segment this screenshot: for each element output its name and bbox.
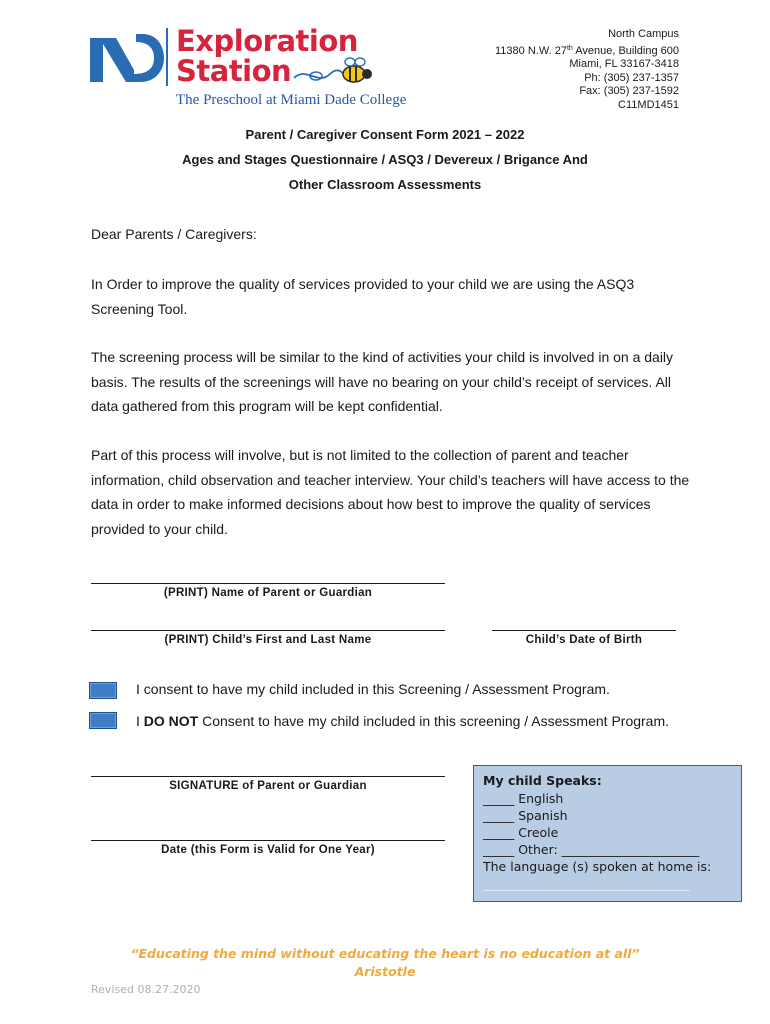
child-name-field[interactable]	[91, 630, 445, 631]
signature-label: SIGNATURE of Parent or Guardian	[169, 780, 367, 792]
child-name-label: (PRINT) Child’s First and Last Name	[164, 634, 372, 646]
paragraph-data-access: Part of this process will involve, but is not limited to the collection of parent and teacher information, child observation and teacher interview. Your child’s teachers will have access to the data in order to make informed decisions about how best to improve the quality of services provided to your child.	[91, 447, 690, 537]
bee-swirl-icon	[292, 56, 374, 90]
parent-name-field[interactable]	[91, 583, 445, 584]
form-subtitle-2: Other Classroom Assessments	[288, 177, 482, 192]
fax-number: Fax: (305) 237-1592	[579, 85, 679, 98]
paragraph-process: The screening process will be similar to the kind of activities your child is involved in on a daily basis. The results of the screenings will have no bearing on your child’s receipt of services. All data gathered from this program will be kept confidential.	[91, 349, 674, 414]
form-code: C11MD1451	[618, 98, 679, 111]
street-address: 11380 N.W. 27th Avenue, Building 600	[494, 44, 679, 57]
campus-name: North Campus	[608, 28, 679, 40]
logo-divider	[166, 28, 168, 86]
logo-word-station: Station	[176, 54, 292, 88]
consent-yes-checkbox[interactable]	[89, 682, 117, 699]
child-dob-field[interactable]	[492, 630, 676, 631]
mdc-logo-icon	[90, 30, 164, 82]
language-box-title: My child Speaks:	[483, 773, 602, 788]
date-label: Date (this Form is Valid for One Year)	[161, 844, 375, 856]
language-box	[473, 765, 742, 902]
language-english-option[interactable]: _____ English	[483, 791, 564, 806]
consent-yes-text: I consent to have my child included in this Screening / Assessment Program.	[136, 681, 610, 697]
date-field[interactable]	[91, 840, 445, 841]
signature-field[interactable]	[91, 776, 445, 777]
paragraph-purpose: In Order to improve the quality of services provided to your child we are using the ASQ3 Screening Tool.	[91, 276, 635, 317]
campus-address	[495, 28, 679, 113]
language-other-option[interactable]: _____ Other: ______________________	[483, 842, 700, 857]
revision-date: Revised 08.27.2020	[91, 983, 201, 996]
language-spanish-option[interactable]: _____ Spanish	[483, 808, 568, 823]
parent-name-label: (PRINT) Name of Parent or Guardian	[163, 587, 373, 599]
form-title: Parent / Caregiver Consent Form 2021 – 2022	[245, 127, 525, 142]
phone-number: Ph: (305) 237-1357	[584, 71, 679, 84]
logo-tagline: The Preschool at Miami Dade College	[176, 92, 407, 108]
home-language-prompt: The language (s) spoken at home is:	[483, 859, 712, 874]
city-state-zip: Miami, FL 33167-3418	[569, 58, 679, 71]
consent-no-checkbox[interactable]	[89, 712, 117, 729]
form-subtitle: Ages and Stages Questionnaire / ASQ3 / Devereux / Brigance And	[182, 152, 588, 167]
child-dob-label: Child’s Date of Birth	[525, 634, 643, 646]
quote-author: Aristotle	[354, 964, 416, 979]
consent-no-text: I DO NOT Consent to have my child included in this screening / Assessment Program.	[136, 713, 670, 729]
home-language-field[interactable]: _________________________________	[483, 876, 690, 891]
language-creole-option[interactable]: _____ Creole	[483, 825, 559, 840]
salutation: Dear Parents / Caregivers:	[91, 226, 257, 242]
logo-word-exploration: Exploration	[176, 24, 358, 58]
footer-quote: “Educating the mind without educating the heart is no education at all”	[130, 946, 640, 961]
